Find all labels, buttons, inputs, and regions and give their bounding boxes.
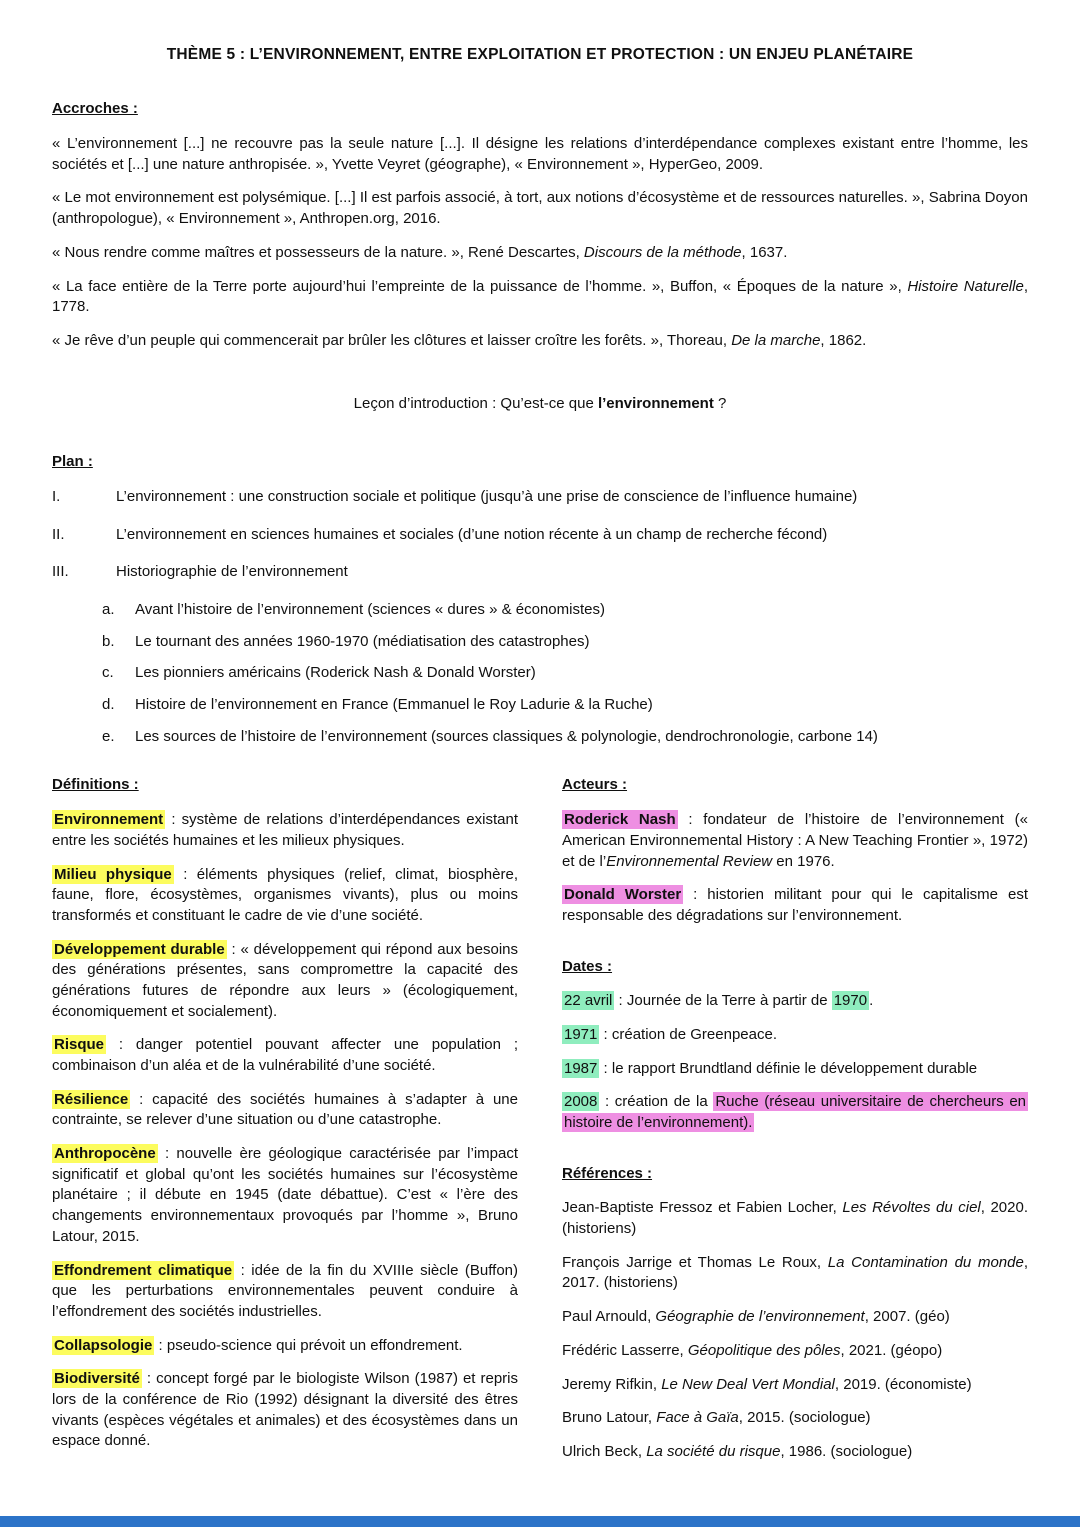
accroches-heading: Accroches : [52, 100, 138, 118]
plan-item-2 [52, 525, 1028, 546]
plan-item-text: L’environnement : une construction sociale et politique (jusqu’à une prise de conscience de l’influence humaine) [116, 487, 858, 505]
date-2008: 2008 : création de la Ruche (réseau universitaire de chercheurs en histoire de l’environnement). [564, 1093, 1027, 1131]
definition-resilience: Résilience : capacité des sociétés humaines à s’adapter à une contrainte, se relever d’une situation ou d’une catastrophe. [52, 1090, 518, 1129]
reference-lasserre: Frédéric Lasserre, Géopolitique des pôles, 2021. (géopo) [562, 1341, 943, 1359]
reference-jarrige-leroux: François Jarrige et Thomas Le Roux, La Contamination du monde, 2017. (historiens) [562, 1253, 1028, 1292]
quote-veyret: « L’environnement [...] ne recouvre pas la seule nature [...]. Il désigne les relations d’interdépendance complexes existant entre l’homme, les sociétés et [...] une nature anthropisée. », Yvette Veyret (géographe), « Environnement », HyperGeo, 2009. [52, 135, 1028, 173]
plan-subitem-letter: b. [102, 632, 115, 650]
plan-subitem-letter: a. [102, 601, 115, 618]
plan-subitem-letter: c. [102, 664, 114, 682]
reference-latour: Bruno Latour, Face à Gaïa, 2015. (sociologue) [562, 1409, 871, 1427]
plan-subitem-text: Les pionniers américains (Roderick Nash & Donald Worster) [135, 664, 536, 682]
reference-arnould: Paul Arnould, Géographie de l’environnement, 2007. (géo) [562, 1308, 950, 1326]
definition-milieu-physique: Milieu physique : éléments physiques (relief, climat, biosphère, faune, flore, écosystèmes, organismes vivants), plus ou moins transformés et constituant le cadre de vie d’une société. [52, 865, 518, 924]
plan-item-text: Historiographie de l’environnement [116, 563, 348, 581]
reference-beck: Ulrich Beck, La société du risque, 1986. (sociologue) [562, 1442, 913, 1460]
plan-item-3 [52, 562, 1028, 583]
definition-developpement-durable: Développement durable : « développement qui répond aux besoins des générations présentes, sans compromettre la capacité des générations futures de répondre aux leurs » (écologiquement, économiquement et socialement). [52, 940, 518, 1020]
plan-item-1 [52, 487, 1028, 508]
plan-subitem-letter: e. [102, 727, 115, 745]
date-1971: 1971 : création de Greenpeace. [564, 1025, 777, 1043]
right-column [562, 775, 1028, 1462]
plan-subitem-letter: d. [102, 696, 115, 714]
definition-environnement: Environnement : système de relations d’interdépendances existant entre les sociétés humaines et les milieux physiques. [52, 811, 518, 849]
reference-rifkin: Jeremy Rifkin, Le New Deal Vert Mondial, 2019. (économiste) [562, 1375, 972, 1393]
plan-subitem-b [102, 632, 1028, 653]
plan-item-number: I. [52, 487, 61, 505]
reference-fressoz-locher: Jean-Baptiste Fressoz et Fabien Locher, Les Révoltes du ciel, 2020. (historiens) [562, 1199, 1028, 1238]
plan-subitem-e [102, 727, 1028, 748]
dates-heading: Dates : [562, 957, 613, 975]
definitions-column [52, 775, 518, 1452]
quote-descartes: « Nous rendre comme maîtres et possesseurs de la nature. », René Descartes, Discours de la méthode, 1637. [52, 243, 788, 261]
plan-subitem-text: Le tournant des années 1960-1970 (médiatisation des catastrophes) [135, 632, 590, 650]
acteur-donald-worster: Donald Worster : historien militant pour qui le capitalisme est responsable des dégradations sur l’environnement. [562, 886, 1028, 924]
plan-subitem-a [102, 600, 1028, 621]
page-title: THÈME 5 : L’ENVIRONNEMENT, ENTRE EXPLOITATION ET PROTECTION : UN ENJEU PLANÉTAIRE [166, 46, 914, 63]
accroches-section [52, 99, 1028, 351]
plan-item-number: II. [52, 525, 65, 543]
quote-doyon: « Le mot environnement est polysémique. [...] Il est parfois associé, à tort, aux notions d’écosystème et de ressources naturelles. », Sabrina Doyon (anthropologue), « Environnement », Anthropen.org, 2016. [52, 189, 1028, 228]
definition-collapsologie: Collapsologie : pseudo-science qui prévoit un effondrement. [54, 1336, 463, 1354]
plan-subitem-text: Les sources de l’histoire de l’environnement (sources classiques & polynologie, dendrochronologie, carbone 14) [135, 727, 878, 745]
plan-item-text: L’environnement en sciences humaines et sociales (d’une notion récente à un champ de recherche fécond) [116, 525, 828, 543]
definition-anthropocene: Anthropocène : nouvelle ère géologique caractérisée par l’impact significatif et global qu’ont les sociétés humaines sur l’écosystème planétaire ; il débute en 1945 (date débattue). C’est « l’ère des changements environnementaux provoqués par l’homme », Bruno Latour, 2015. [52, 1145, 518, 1245]
date-22-avril: 22 avril : Journée de la Terre à partir de 1970 . [564, 992, 874, 1010]
plan-subitem-c [102, 663, 1028, 684]
quote-buffon: « La face entière de la Terre porte aujourd’hui l’empreinte de la puissance de l’homme. », Buffon, « Époques de la nature », Histoire Naturelle, 1778. [52, 277, 1028, 316]
page-bottom-edge [0, 1516, 1080, 1527]
acteur-roderick-nash: Roderick Nash : fondateur de l’histoire de l’environnement (« American Environnemental History : A New Teaching Frontier », 1972) et de l’Environnemental Review en 1976. [562, 811, 1029, 870]
two-column-layout [52, 775, 1028, 1462]
date-1987: 1987 : le rapport Brundtland définie le développement durable [564, 1059, 978, 1077]
quote-thoreau: « Je rêve d’un peuple qui commencerait par brûler les clôtures et laisser croître les forêts. », Thoreau, De la marche, 1862. [52, 331, 867, 349]
lesson-title: Leçon d’introduction : Qu’est-ce que l’environnement ? [353, 394, 727, 412]
plan-heading: Plan : [52, 453, 93, 471]
definition-effondrement-climatique: Effondrement climatique : idée de la fin du XVIIIe siècle (Buffon) que les perturbations environnementales peuvent conduire à l’effondrement des sociétés industrielles. [52, 1261, 518, 1320]
plan-item-number: III. [52, 563, 69, 581]
plan-section [52, 452, 1028, 747]
definitions-heading: Définitions : [52, 776, 139, 794]
acteurs-heading: Acteurs : [562, 776, 628, 794]
definition-risque: Risque : danger potentiel pouvant affecter une population ; combinaison d’un aléa et de la vulnérabilité d’une société. [52, 1036, 518, 1074]
plan-subitem-text: Histoire de l’environnement en France (Emmanuel le Roy Ladurie & la Ruche) [135, 696, 653, 714]
plan-subitem-text: Avant l’histoire de l’environnement (sciences « dures » & économistes) [135, 601, 605, 618]
definition-biodiversite: Biodiversité : concept forgé par le biologiste Wilson (1987) et repris lors de la conférence de Rio (1992) désignant la diversité des êtres vivants (espèces végétales et animales) et des écosystèmes dans un espace donné. [52, 1370, 518, 1450]
references-heading: Références : [562, 1164, 653, 1182]
plan-subitem-d [102, 695, 1028, 716]
